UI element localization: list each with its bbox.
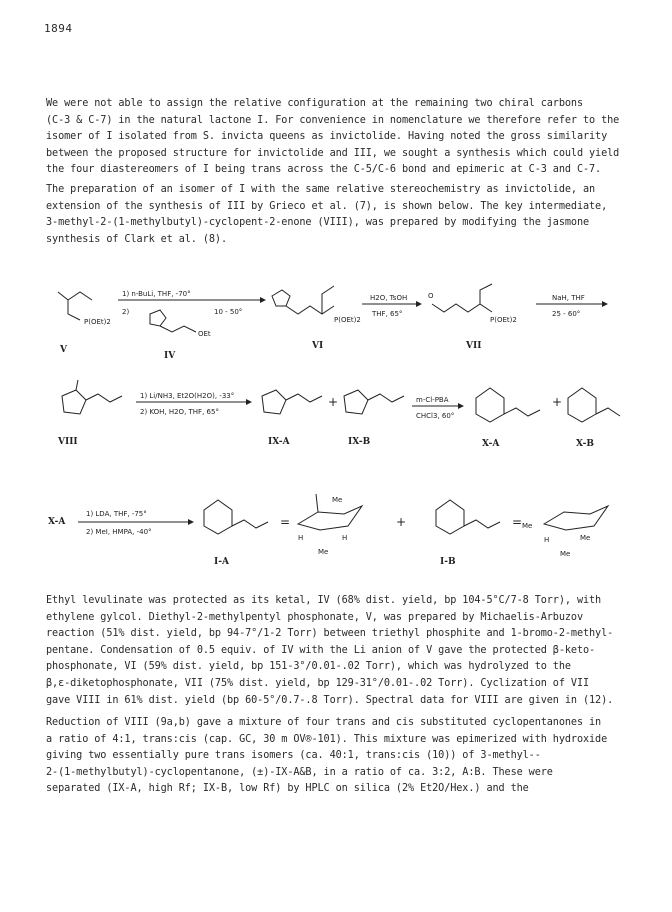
label-VIII: VIII [58,437,78,447]
compound-X-A [476,388,540,449]
compound-I-B [436,500,500,567]
condition-mei: 2) MeI, HMPA, -40° [86,528,152,536]
condition-nbuli: 1) n-BuLi, THF, -70° [122,290,191,298]
label-V: V [60,345,67,355]
vii-phosphonate-group: P(OEt)2 [490,316,517,324]
i-a-h-left: H [298,534,304,542]
scheme-row-2 [0,378,672,460]
compound-VII [428,284,517,351]
condition-birch: 1) Li/NH3, Et2O(H2O), -33° [140,392,235,400]
i-b-h: H [544,536,550,544]
condition-lda: 1) LDA, THF, -75° [86,510,147,518]
compound-VIII [57,380,122,447]
condition-hydrolysis-temp: THF, 65° [372,310,403,318]
compound-I-A-conformer [298,494,362,556]
arrow-oxidation [412,396,464,420]
scheme-row-3 [0,484,672,572]
compound-X-B [568,388,620,449]
i-b-me-bottom: Me [560,550,571,558]
condition-mcpba: m-Cl-PBA [416,396,449,404]
label-IV: IV [164,351,176,361]
condition-epimerize: 2) KOH, H2O, THF, 65° [140,408,219,416]
arrow-reduction [136,392,252,416]
compound-IX-B [344,390,404,447]
compound-VI [272,286,361,351]
paragraph-preparation: The preparation of an isomer of I with the same relative stereochemistry as invictolide, an extension of the synthesis of III by Grieco et al. (7), is shown below. The key intermediate, 3-methyl-2-(1-methylbutyl)-cyclopent-2-enone (VIII), was prepared by modifying the jasmone synthesis of Clark et al. (8). [46,184,608,245]
condition-mcpba-solvent: CHCl3, 60° [416,412,455,420]
compound-I-A [204,500,268,567]
vii-ketone-o: O [428,292,434,300]
arrow-methylation [78,510,194,536]
condition-nah-temp: 25 - 60° [552,310,581,318]
plus-i: + [396,515,407,529]
label-I-A: I-A [214,557,229,567]
compound-IV [150,310,211,361]
condition-step2: 2) [122,308,130,316]
v-phosphonate-group: P(OEt)2 [84,318,111,326]
equals-b: = [512,515,523,529]
label-I-B: I-B [440,557,456,567]
scheme-row-1 [0,282,672,362]
label-X-A: X-A [482,439,500,449]
plus-x: + [552,395,563,409]
label-X-A-start: X-A [48,517,66,527]
condition-hydrolysis: H2O, TsOH [370,294,408,302]
label-IX-A: IX-A [268,437,290,447]
condition-temp: 10 - 50° [214,308,243,316]
i-b-me-right: Me [580,534,591,542]
plus-ix: + [328,395,339,409]
arrow-step-2 [362,294,422,318]
vi-phosphonate-group: P(OEt)2 [334,316,361,324]
iv-ester-group: OEt [198,330,211,338]
condition-nah: NaH, THF [552,294,585,302]
equals-a: = [280,515,291,529]
paragraph-experimental-1: Ethyl levulinate was protected as its ketal, IV (68% dist. yield, bp 104-5°C/7-8 Torr), with ethylene gylcol. Diethyl-2-methylpentyl phosphonate, V, was prepared by Michaelis-Arbuzov reaction (51% dist. yield, bp 94-7°/1-2 Torr) between triethyl phosphite and 1-bromo-2-methyl- pentane. Condensation of 0.5 equiv. of IV with the Li anion of V gave the protected β-keto- phosphonate, VI (59% dist. yield, bp 151-3°/0.01-.02 Torr), which was hydrolyzed to the β,ε-diketophosphonate, VII (75% dist. yield, bp 129-31°/0.01-.02 Torr). Cyclization of VII gave VIII in 61% dist. yield (bp 60-5°/0.7-.8 Torr). Spectral data for VIII are given in (12). [46,595,614,706]
compound-I-B-conformer [522,506,608,558]
compound-V [58,292,111,355]
arrow-step-1 [118,290,266,316]
arrow-step-3 [536,294,608,318]
paragraph-experimental-2: Reduction of VIII (9a,b) gave a mixture of four trans and cis substituted cyclopentanones in a ratio of 4:1, trans:cis (cap. GC, 30 m OV®-101). This mixture was epimerized with hydroxide giving two essentially pure trans isomers (ca. 40:1, trans:cis (10)) of 3-methyl-- 2-(1-methylbutyl)-cyclopentanone, (±)-IX-A&B, in a ratio of ca. 3:2, A:B. These were separated (IX-A, high Rf; IX-B, low Rf) by HPLC on silica (2% Et2O/Hex.) and the [46,717,608,795]
label-X-B: X-B [576,439,595,449]
page-number: 1894 [44,22,73,35]
i-b-me-left: Me [522,522,533,530]
i-a-h-right: H [342,534,348,542]
paragraph-relative-configuration: We were not able to assign the relative configuration at the remaining two chiral carbons (C-3 & C-7) in the natural lactone I. For convenience in nomenclature we therefore refer to the isomer of I isolated from S. invicta queens as invictolide. Having noted the gross similarity between the proposed structure for invictolide and III, we sought a synthesis which could yield the four diastereomers of I being trans across the C-5/C-6 bond and epimeric at C-3 and C-7. [46,98,620,176]
label-VII: VII [466,341,482,351]
label-VI: VI [312,341,324,351]
label-IX-B: IX-B [348,437,371,447]
i-a-me-bottom: Me [318,548,329,556]
compound-IX-A [262,390,322,447]
i-a-me-top: Me [332,496,343,504]
